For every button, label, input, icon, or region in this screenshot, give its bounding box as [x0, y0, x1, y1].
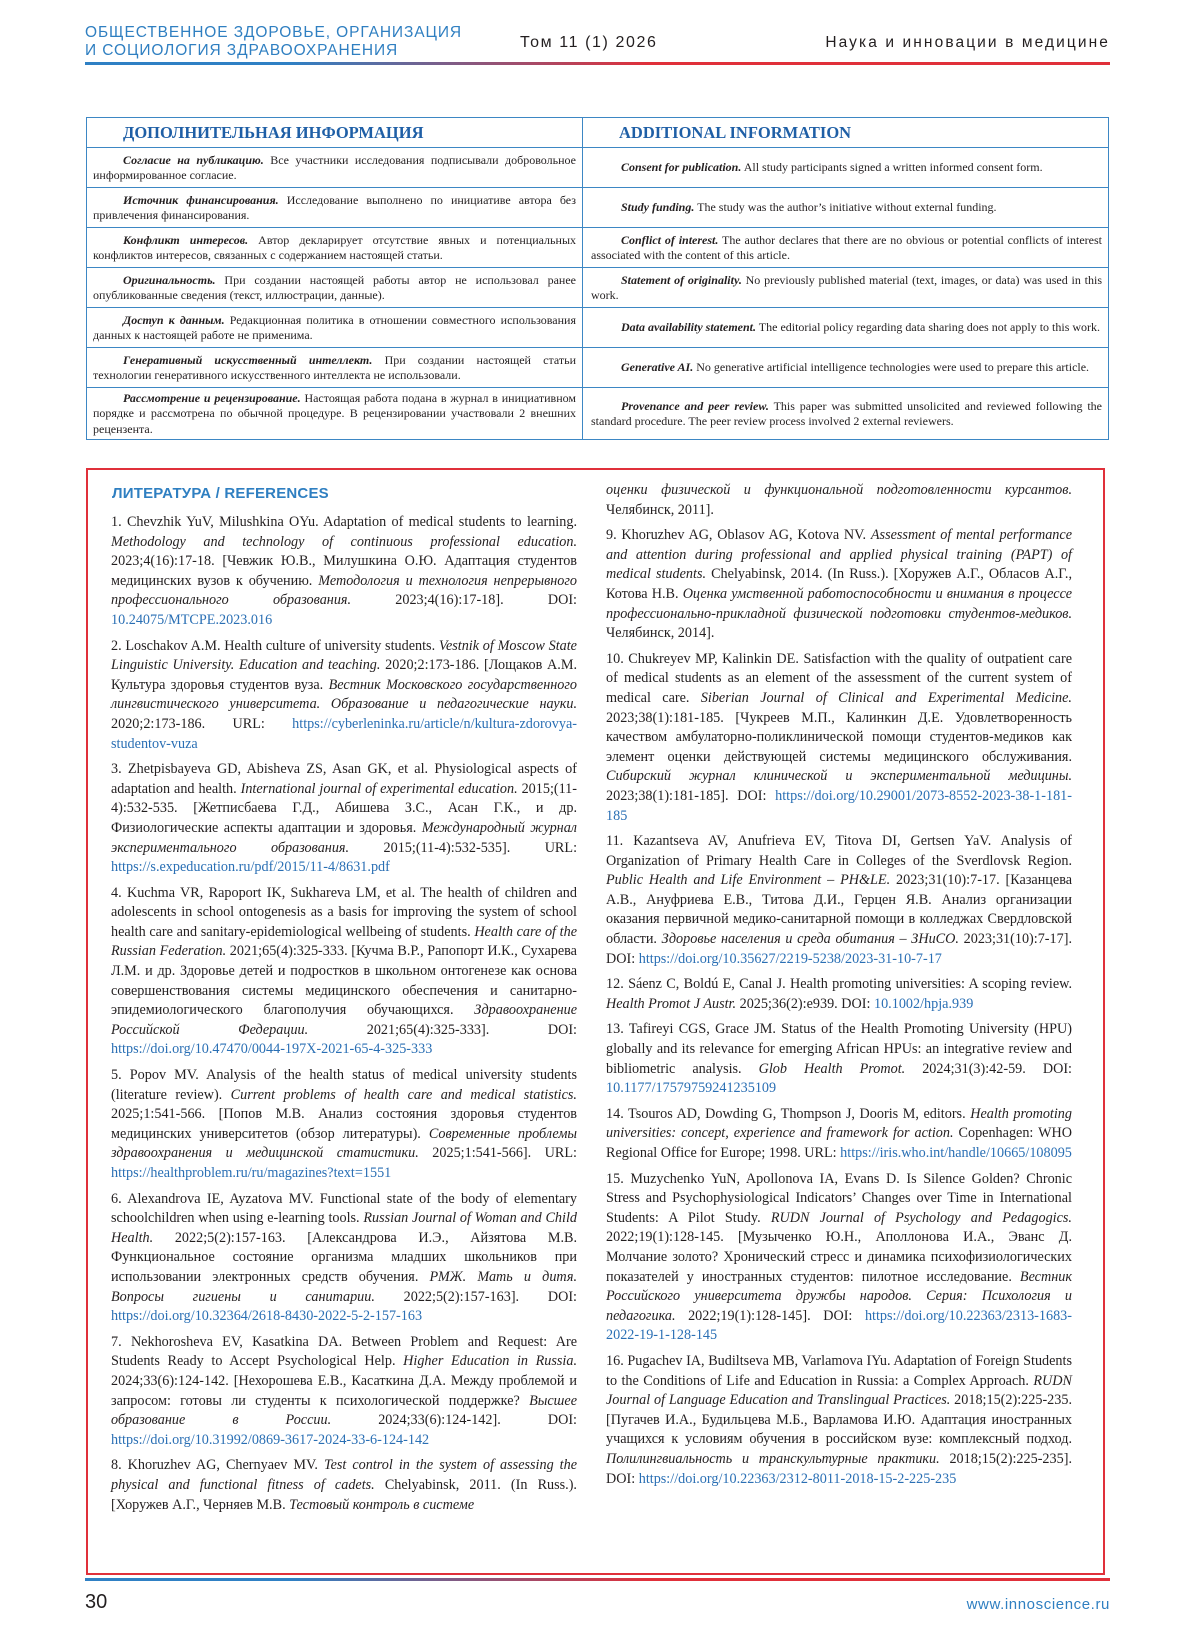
- reference-text: 2022;19(1):128-145. [Музыченко Ю.Н., Аполлонова И.А., Эванс Д. Молчание золото? Хронический стресс и динамика психофизиологических показателей у иностранных студентов: пилотное исследование.: [606, 1229, 1072, 1285]
- reference-item: [606, 832, 1072, 969]
- references-column-left: [111, 513, 577, 1521]
- reference-text: 2022;5(2):157-163]. DOI:: [374, 1288, 577, 1305]
- reference-source: Сибирский журнал клинической и экспериментальной медицины.: [606, 768, 1072, 785]
- reference-source: Оценка умственной работоспособности и внимания в процессе профессионально-прикладной физической подготовки студентов-медиков.: [606, 585, 1072, 622]
- info-term: Consent for publication.: [621, 160, 742, 175]
- reference-text: 2022;5(2):157-163. [Александрова И.Э., Айзятова М.В. Функциональное состояние организма младших школьников при использовании электронных средств обучения.: [111, 1229, 577, 1285]
- reference-source: Health Promot J Austr.: [606, 995, 737, 1012]
- info-term: Оригинальность.: [123, 272, 216, 287]
- reference-item: [606, 481, 1072, 520]
- reference-link[interactable]: 10.1002/hpja.939: [873, 995, 974, 1012]
- reference-text: 2021;65(4):325-333. [Кучма В.Р., Рапопорт И.К., Сухарева Л.М. и др. Здоровье детей и подростков в школьном онтогенезе как основа совершенствования системы медицинского обеспечения и санитарно-эпидемиологического благополучия обучающихся.: [111, 943, 577, 1019]
- reference-text: 2018;15(2):225-235. [Пугачев И.А., Будильцева М.Б., Варламова И.Ю. Адаптация иностранных учащихся к условиям обучения в российском вузе: комплексный подход.: [606, 1392, 1072, 1448]
- info-text: The editorial policy regarding data sharing does not apply to this work.: [756, 320, 1101, 335]
- reference-item: [111, 513, 577, 631]
- reference-text: 2025;36(2):e939. DOI:: [736, 995, 874, 1012]
- reference-source: Современные проблемы здравоохранения и медицинской статистики.: [111, 1125, 577, 1162]
- reference-source: Вестник Российского университета дружбы народов. Серия: Психология и педагогика.: [606, 1268, 1072, 1324]
- reference-text: 2020;2:173-186. URL:: [111, 715, 293, 732]
- info-cell-en: [583, 228, 1109, 268]
- info-term: Provenance and peer review.: [621, 398, 769, 413]
- reference-source: Health care of the Russian Federation.: [111, 923, 577, 960]
- reference-text: 2023;31(10):7-17. [Казанцева А.В., Ануфриева Е.В., Титова Д.И., Герцен Я.В. Анализ организации оказания первичной медико-санитарной помощи в колледжах Свердловской области.: [606, 872, 1073, 948]
- info-text: The study was the author’s initiative without external funding.: [694, 200, 997, 215]
- info-text: При создании настоящей статьи технологии генеративного искусственного интеллекта не использовали.: [93, 352, 576, 382]
- footer-divider: [85, 1578, 1110, 1581]
- volume-label: Том 11 (1) 2026: [520, 34, 658, 51]
- info-term: Conflict of interest.: [621, 232, 719, 247]
- info-en-title: ADDITIONAL INFORMATION: [583, 118, 1109, 148]
- reference-item: [111, 760, 577, 878]
- info-row: [87, 188, 1109, 228]
- reference-link[interactable]: https://iris.who.int/handle/10665/108095: [840, 1145, 1072, 1161]
- info-row: [87, 228, 1109, 268]
- reference-text: 9. Khoruzhev AG, Oblasov AG, Kotova NV.: [606, 527, 871, 544]
- reference-link[interactable]: https://doi.org/10.22363/2312-8011-2018-15-2-225-235: [638, 1470, 957, 1487]
- reference-link[interactable]: https://doi.org/10.31992/0869-3617-2024-33-6-124-142: [111, 1431, 430, 1448]
- reference-text: 5. Popov MV. Analysis of the health status of medical university students (literature review).: [111, 1067, 577, 1103]
- info-text: No previously published material (text, images, or data) was used in this work.: [591, 272, 1102, 302]
- reference-text: 2025;1:541-566. [Попов М.В. Анализ состояния здоровья студентов медицинских университетов (обзор литературы).: [111, 1106, 577, 1142]
- reference-text: 12. Sáenz C, Boldú E, Canal J. Health promoting universities: A scoping review.: [606, 976, 1072, 993]
- reference-link[interactable]: https://doi.org/10.22363/2313-1683-2022-19-1-128-145: [606, 1307, 1072, 1344]
- reference-text: 2015;(11-4):532-535. [Жетписбаева Г.Д., Абишева З.С., Асан Г.К., и др. Физиологические аспекты адаптации и здоровья.: [111, 780, 577, 836]
- reference-text: 2018;15(2):225-235]. DOI:: [606, 1450, 1072, 1487]
- reference-text: 13. Tafireyi CGS, Grace JM. Status of the Health Promoting University (HPU) globally and its relevance for emerging African HPUs: an integrative review and bibliometric analysis.: [606, 1021, 1072, 1077]
- journal-name: Наука и инновации в медицине: [825, 34, 1110, 51]
- reference-source: Test control in the system of assessing the physical and functional fitness of cadets.: [111, 1457, 578, 1493]
- reference-text: 2022;19(1):128-145]. DOI:: [675, 1307, 865, 1324]
- reference-link[interactable]: https://s.expeducation.ru/pdf/2015/11-4/8631.pdf: [111, 859, 390, 876]
- reference-source: Тестовый контроль в системе: [289, 1496, 475, 1513]
- reference-text: 2015;(11-4):532-535]. URL:: [349, 839, 578, 856]
- reference-text: 14. Tsouros AD, Dowding G, Thompson J, Dooris M, editors.: [606, 1105, 971, 1122]
- info-cell-ru: [87, 268, 583, 308]
- reference-text: Chelyabinsk, 2014. (In Russ.). [Хоружев А.Г., Обласов А.Г., Котова Н.В.: [606, 566, 1072, 602]
- info-term: Доступ к данным.: [123, 312, 225, 327]
- reference-source: РМЖ. Мать и дитя. Вопросы гигиены и санитарии.: [111, 1268, 577, 1305]
- info-term: Источник финансирования.: [123, 192, 279, 207]
- reference-source: Assessment of mental performance and attention during professional and applied physical training (PAPT) of medical students.: [606, 527, 1072, 583]
- info-term: Study funding.: [621, 200, 695, 215]
- info-row: [87, 348, 1109, 388]
- reference-source: Vestnik of Moscow State Linguistic University. Education and teaching.: [111, 637, 577, 674]
- reference-source: Higher Education in Russia.: [403, 1353, 578, 1370]
- reference-item: [606, 1105, 1072, 1164]
- journal-section-title: [85, 24, 462, 60]
- info-row: [87, 148, 1109, 188]
- info-cell-ru: [87, 188, 583, 228]
- reference-source: Methodology and technology of continuous professional education.: [111, 533, 577, 550]
- reference-item: [606, 650, 1072, 826]
- reference-link[interactable]: https://doi.org/10.47470/0044-197X-2021-65-4-325-333: [111, 1041, 433, 1058]
- reference-item: [111, 1456, 577, 1515]
- reference-text: 2023;38(1):181-185]. DOI:: [606, 787, 776, 804]
- info-text: Автор декларирует отсутствие явных и потенциальных конфликтов интересов, связанных с содержанием настоящей статьи.: [93, 232, 577, 262]
- reference-source: Высшее образование в России.: [111, 1392, 577, 1429]
- reference-link[interactable]: https://doi.org/10.29001/2073-8552-2023-38-1-181-185: [606, 787, 1072, 824]
- reference-text: Челябинск, 2014].: [606, 625, 715, 642]
- journal-title-line1: ОБЩЕСТВЕННОЕ ЗДОРОВЬЕ, ОРГАНИЗАЦИЯ: [85, 24, 462, 41]
- reference-link[interactable]: https://doi.org/10.35627/2219-5238/2023-31-10-7-17: [638, 950, 942, 967]
- reference-source: Полилингвиальность и транскультурные практики.: [606, 1450, 940, 1467]
- reference-link[interactable]: https://cyberleninka.ru/article/n/kultura-zdorovya-studentov-vuza: [111, 715, 577, 752]
- reference-link[interactable]: 10.24075/MTCPE.2023.016: [111, 611, 273, 628]
- reference-source: Glob Health Promot.: [758, 1060, 906, 1077]
- reference-text: 2. Loschakov A.M. Health culture of university students.: [111, 637, 439, 654]
- reference-text: 3. Zhetpisbayeva GD, Abisheva ZS, Asan GK, et al. Physiological aspects of adaptation and health.: [111, 761, 577, 797]
- reference-text: 2023;4(16):17-18]. DOI:: [351, 592, 577, 609]
- info-text: Все участники исследования подписывали добровольное информированное согласие.: [93, 152, 576, 182]
- info-text: Редакционная политика в отношении совместного использования данных к настоящей работе не применима.: [93, 312, 576, 342]
- reference-item: [111, 1190, 577, 1327]
- info-cell-en: [583, 148, 1109, 188]
- reference-link[interactable]: https://doi.org/10.32364/2618-8430-2022-5-2-157-163: [111, 1308, 423, 1325]
- info-text: При создании настоящей работы автор не использовал ранее опубликованные сведения (текст, иллюстрации, данные).: [93, 272, 576, 302]
- reference-item: [111, 1333, 577, 1451]
- references-column-right: [606, 481, 1072, 1495]
- page-header: [85, 24, 1110, 64]
- info-term: Генеративный искусственный интеллект.: [123, 352, 373, 367]
- info-text: Настоящая работа подана в журнал в инициативном порядке и рассмотрена по обычной процедуре. В рецензировании участвовали 2 внешних рецензента.: [93, 391, 576, 436]
- additional-info-table: [86, 117, 1109, 440]
- info-cell-ru: [87, 228, 583, 268]
- info-text: No generative artificial intelligence technologies were used to prepare this article.: [693, 360, 1090, 375]
- reference-text: 8. Khoruzhev AG, Chernyaev MV.: [111, 1457, 324, 1474]
- reference-source: International journal of experimental education.: [240, 780, 518, 797]
- info-term: Конфликт интересов.: [123, 232, 249, 247]
- reference-source: Health promoting universities: concept, experience and framework for action.: [606, 1105, 1072, 1142]
- info-cell-en: [583, 268, 1109, 308]
- info-cell-ru: [87, 348, 583, 388]
- reference-text: Copenhagen: WHO Regional Office for Europe; 1998. URL:: [606, 1125, 1072, 1161]
- info-text: The author declares that there are no obvious or potential conflicts of interest associated with the content of this article.: [591, 232, 1102, 262]
- reference-source: Public Health and Life Environment – PH&LE.: [606, 872, 891, 889]
- references-title: ЛИТЕРАТУРА / REFERENCES: [112, 485, 329, 502]
- reference-text: 2024;33(6):124-142. [Нехорошева Е.В., Касаткина Д.А. Между проблемой и запросом: готовы ли студенты к психологической поддержке?: [111, 1372, 577, 1409]
- info-term: Generative AI.: [621, 360, 694, 375]
- info-cell-en: [583, 348, 1109, 388]
- reference-text: 10. Chukreyev MP, Kalinkin DE. Satisfaction with the quality of outpatient care of medical students as an element of the assessment of the current system of medical care.: [606, 650, 1072, 706]
- page-number: 30: [85, 1591, 108, 1613]
- reference-item: [111, 1066, 577, 1184]
- info-cell-ru: [87, 308, 583, 348]
- info-cell-ru: [87, 148, 583, 188]
- reference-source: RUDN Journal of Psychology and Pedagogics.: [770, 1209, 1072, 1226]
- reference-text: Челябинск, 2011].: [606, 501, 714, 518]
- reference-source: RUDN Journal of Language Education and Translingual Practices.: [606, 1372, 1072, 1409]
- reference-source: Current problems of health care and medical statistics.: [230, 1086, 577, 1103]
- reference-source: Международный журнал экспериментального образования.: [111, 819, 577, 856]
- reference-text: 2023;31(10):7-17]. DOI:: [606, 931, 1072, 967]
- info-term: Data availability statement.: [621, 320, 756, 335]
- reference-text: 2021;65(4):325-333]. DOI:: [308, 1021, 577, 1038]
- reference-source: Здоровье населения и среда обитания – ЗНиСО.: [661, 931, 959, 948]
- reference-item: [606, 526, 1072, 644]
- reference-source: Siberian Journal of Clinical and Experimental Medicine.: [700, 689, 1072, 706]
- info-term: Рассмотрение и рецензирование.: [123, 391, 301, 405]
- reference-text: 7. Nekhorosheva EV, Kasatkina DA. Between Problem and Request: Are Students Ready to Accept Psychological Help.: [111, 1333, 577, 1370]
- reference-text: 11. Kazantseva AV, Anufrieva EV, Titova DI, Gertsen YaV. Analysis of Organization of Primary Health Care in Colleges of the Sverdlovsk Region.: [606, 833, 1072, 869]
- info-cell-en: [583, 188, 1109, 228]
- reference-item: [606, 1170, 1072, 1346]
- reference-item: [111, 637, 577, 755]
- reference-link[interactable]: https://healthproblem.ru/ru/magazines?text=1551: [111, 1165, 392, 1181]
- info-row: [87, 308, 1109, 348]
- reference-item: [606, 975, 1072, 1014]
- reference-text: 16. Pugachev IA, Budiltseva MB, Varlamova IYu. Adaptation of Foreign Students to the Conditions of Life and Education in Russia: a Complex Approach.: [606, 1352, 1072, 1389]
- info-text: This paper was submitted unsolicited and reviewed following the standard procedure. The peer review process involved 2 external reviewers.: [591, 398, 1102, 428]
- reference-item: [606, 1020, 1072, 1098]
- reference-item: [606, 1352, 1072, 1489]
- reference-text: 1. Chevzhik YuV, Milushkina OYu. Adaptation of medical students to learning.: [111, 514, 577, 530]
- reference-source: Здравоохранение Российской Федерации.: [111, 1002, 577, 1038]
- website-link[interactable]: www.innoscience.ru: [966, 1596, 1110, 1613]
- reference-text: 2024;33(6):124-142]. DOI:: [331, 1412, 577, 1429]
- info-cell-ru: [87, 388, 583, 440]
- info-text: Исследование выполнено по инициативе автора без привлечения финансирования.: [93, 192, 576, 222]
- reference-source: Вестник Московского государственного лингвистического университета. Образование и педагогические науки.: [111, 676, 578, 713]
- reference-source: Russian Journal of Woman and Child Health.: [111, 1210, 577, 1246]
- info-text: All study participants signed a written informed consent form.: [741, 160, 1043, 175]
- info-cell-en: [583, 388, 1109, 440]
- reference-text: 2023;4(16):17-18. [Чевжик Ю.В., Милушкина О.Ю. Адаптация студентов медицинских вузов к обучению.: [111, 553, 577, 589]
- info-row: [87, 268, 1109, 308]
- header-divider: [85, 62, 1110, 65]
- info-term: Согласие на публикацию.: [123, 152, 264, 167]
- reference-source: оценки физической и функциональной подготовленности курсантов.: [606, 482, 1072, 498]
- info-rows: [87, 148, 1109, 440]
- reference-link[interactable]: 10.1177/17579759241235109: [606, 1080, 777, 1097]
- info-term: Statement of originality.: [621, 272, 742, 287]
- reference-text: 2025;1:541-566]. URL:: [418, 1145, 577, 1162]
- reference-text: 15. Muzychenko YuN, Apollonova IA, Evans D. Is Silence Golden? Chronic Stress and Psychophysiological Indicators’ Changes over Time in International Students: A Pilot Study.: [606, 1170, 1072, 1226]
- info-ru-title: ДОПОЛНИТЕЛЬНАЯ ИНФОРМАЦИЯ: [87, 118, 583, 148]
- info-cell-en: [583, 308, 1109, 348]
- reference-text: 4. Kuchma VR, Rapoport IK, Sukhareva LM, et al. The health of children and adolescents in school ontogenesis as a basis for improving the system of school health care and sanitary-epidemiological wellbeing of students.: [111, 884, 577, 940]
- info-row: [87, 388, 1109, 440]
- journal-title-line2: И СОЦИОЛОГИЯ ЗДРАВООХРАНЕНИЯ: [85, 42, 399, 59]
- reference-text: 6. Alexandrova IE, Ayzatova MV. Functional state of the body of elementary schoolchildren when using e-learning tools.: [111, 1190, 577, 1227]
- reference-text: 2020;2:173-186. [Лощаков А.М. Культура здоровья студентов вуза.: [111, 657, 577, 693]
- reference-text: 2024;31(3):42-59. DOI:: [905, 1060, 1072, 1077]
- reference-text: Chelyabinsk, 2011. (In Russ.). [Хоружев А.Г., Черняев М.В.: [111, 1476, 577, 1513]
- reference-item: [111, 884, 577, 1060]
- reference-text: 2023;38(1):181-185. [Чукреев М.П., Калинкин Д.Е. Удовлетворенность качеством амбулаторно-поликлинической помощи студентов-медиков как элемент оценки действующей системы медицинского обслуживания.: [606, 709, 1072, 765]
- reference-source: Методология и технология непрерывного профессионального образования.: [111, 572, 577, 609]
